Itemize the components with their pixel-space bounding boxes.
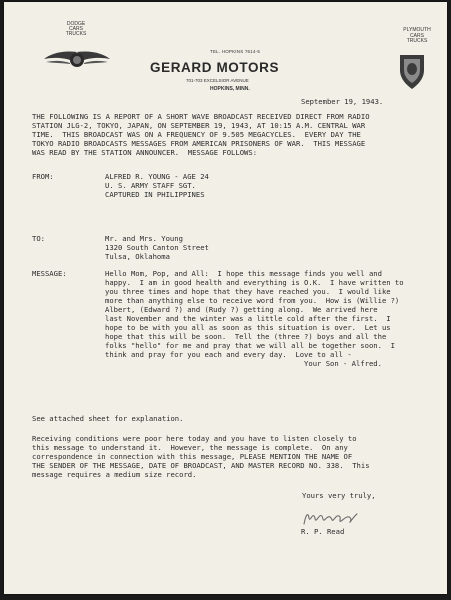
message-block xyxy=(105,269,404,368)
receiving-line: correspondence in connection with this message, PLEASE MENTION THE NAME OF xyxy=(32,452,353,461)
to-line: Tulsa, Oklahoma xyxy=(105,252,170,261)
message-line: hope that this will be soon. Tell the (three ?) boys and all the xyxy=(105,332,387,341)
brand-line: TRUCKS xyxy=(65,31,87,37)
from-line: U. S. ARMY STAFF SGT. xyxy=(105,181,196,190)
to-block xyxy=(105,234,209,261)
message-line: you three times and hope that they have reached you. I would like xyxy=(105,287,391,296)
from-block xyxy=(105,172,209,199)
company-address: 701-703 EXCELSIOR AVENUE xyxy=(186,78,249,83)
intro-paragraph xyxy=(32,112,370,157)
plymouth-shield-logo-icon xyxy=(398,52,426,90)
message-line: folks "hello" for me and pray that we will all be together soon. I xyxy=(105,341,395,350)
letter-sheet xyxy=(4,2,447,594)
receiving-line: message requires a medium size record. xyxy=(32,470,197,479)
intro-line: TIME. THIS BROADCAST WAS ON A FREQUENCY OF 9.505 MEGACYCLES. EVERY DAY THE xyxy=(32,130,361,139)
brand-line: CARS xyxy=(69,26,83,32)
to-line: Mr. and Mrs. Young xyxy=(105,234,183,243)
receiving-line: Receiving conditions were poor here today and you have to listen closely to xyxy=(32,434,357,443)
brand-line: CARS xyxy=(410,32,424,39)
brand-line: PLYMOUTH xyxy=(403,27,431,33)
message-line: last November and the winter was a little cold after the first. I xyxy=(105,314,391,323)
message-line: Hello Mom, Pop, and All: I hope this message finds you well and xyxy=(105,269,382,278)
plymouth-brand-text xyxy=(392,28,442,45)
handwritten-signature-icon xyxy=(300,506,362,528)
message-line: Albert, (Edward ?) and (Rudy ?) getting along. We arrived here xyxy=(105,305,378,314)
from-label: FROM: xyxy=(32,172,54,181)
message-signoff: Your Son - Alfred. xyxy=(105,359,382,368)
intro-line: WAS READ BY THE STATION ANNOUNCER. MESSAGE FOLLOWS: xyxy=(32,148,258,157)
receiving-paragraph xyxy=(32,434,370,479)
brand-line: TRUCKS xyxy=(406,38,428,44)
see-attached-note: See attached sheet for explanation. xyxy=(32,414,184,423)
from-line: ALFRED R. YOUNG - AGE 24 xyxy=(105,172,209,181)
intro-line: TOKYO RADIO BROADCASTS MESSAGES FROM AMERICAN PRISONERS OF WAR. THIS MESSAGE xyxy=(32,139,366,148)
signer-name: R. P. Read xyxy=(301,527,345,536)
to-label: TO: xyxy=(32,234,45,243)
dodge-winged-logo-icon xyxy=(42,46,112,72)
message-line: hope to be with you all as soon as this situation is over. Let us xyxy=(105,323,391,332)
intro-line: THE FOLLOWING IS A REPORT OF A SHORT WAVE BROADCAST RECEIVED DIRECT FROM RADIO xyxy=(32,112,370,121)
receiving-line: THE SENDER OF THE MESSAGE, DATE OF BROADCAST, AND MASTER RECORD NO. 338. This xyxy=(32,461,370,470)
to-line: 1320 South Canton Street xyxy=(105,243,209,252)
message-line: think and pray for you each and every day. Love to all - xyxy=(105,350,352,359)
company-city: HOPKINS, MINN. xyxy=(210,86,250,92)
dodge-brand-text xyxy=(54,22,98,37)
message-line: happy. I am in good health and everything is O.K. I have written to xyxy=(105,278,404,287)
telephone: TEL. HOPKINS 7614-5 xyxy=(210,49,261,54)
intro-line: STATION JLG-2, TOKYO, JAPAN, ON SEPTEMBER 19, 1943, AT 10:15 A.M. CENTRAL WAR xyxy=(32,121,366,130)
closing: Yours very truly, xyxy=(302,491,376,500)
receiving-line: this message to understand it. However, the message is complete. On any xyxy=(32,443,348,452)
message-label: MESSAGE: xyxy=(32,269,67,278)
letter-date: September 19, 1943. xyxy=(301,97,384,106)
brand-line: DODGE xyxy=(66,21,86,27)
from-line: CAPTURED IN PHILIPPINES xyxy=(105,190,205,199)
company-name: GERARD MOTORS xyxy=(150,60,280,75)
message-line: more than anything else to receive word from you. How is (Willie ?) xyxy=(105,296,400,305)
